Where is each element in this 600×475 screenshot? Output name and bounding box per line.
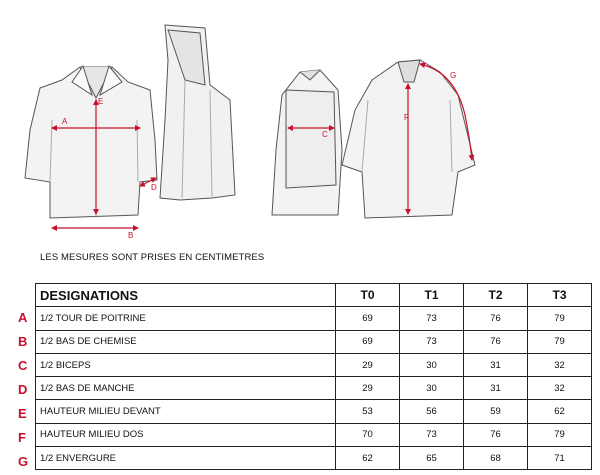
header-size-t2: T2 xyxy=(464,284,528,307)
table-row xyxy=(36,400,592,423)
cell-value: 73 xyxy=(400,423,464,446)
cell-value: 69 xyxy=(336,330,400,353)
cell-value: 62 xyxy=(336,447,400,470)
cell-value: 70 xyxy=(336,423,400,446)
shirt-front-view xyxy=(25,66,157,218)
row-letter: C xyxy=(18,358,28,373)
cell-value: 59 xyxy=(464,400,528,423)
cell-value: 29 xyxy=(336,353,400,376)
cell-value: 68 xyxy=(464,447,528,470)
cell-value: 30 xyxy=(400,377,464,400)
cell-value: 32 xyxy=(528,377,592,400)
row-label: HAUTEUR MILIEU DEVANT xyxy=(36,400,336,423)
cell-value: 76 xyxy=(464,330,528,353)
shirt-folded-view xyxy=(160,25,235,200)
table-row xyxy=(36,330,592,353)
row-letter: A xyxy=(18,310,28,325)
cell-value: 79 xyxy=(528,423,592,446)
cell-value: 71 xyxy=(528,447,592,470)
cell-value: 53 xyxy=(336,400,400,423)
measure-letter-e: E xyxy=(98,97,104,106)
units-note: LES MESURES SONT PRISES EN CENTIMETRES xyxy=(40,252,265,263)
cell-value: 73 xyxy=(400,307,464,330)
cell-value: 62 xyxy=(528,400,592,423)
table-row xyxy=(36,307,592,330)
row-label: 1/2 BAS DE MANCHE xyxy=(36,377,336,400)
table-row xyxy=(36,377,592,400)
size-chart-table xyxy=(35,283,592,470)
row-label: 1/2 BICEPS xyxy=(36,353,336,376)
cell-value: 65 xyxy=(400,447,464,470)
measure-letter-g: G xyxy=(450,71,457,80)
table-row xyxy=(36,423,592,446)
row-label: 1/2 TOUR DE POITRINE xyxy=(36,307,336,330)
row-label: HAUTEUR MILIEU DOS xyxy=(36,423,336,446)
shirt-side-view xyxy=(272,70,342,215)
cell-value: 31 xyxy=(464,353,528,376)
cell-value: 79 xyxy=(528,307,592,330)
cell-value: 30 xyxy=(400,353,464,376)
cell-value: 29 xyxy=(336,377,400,400)
cell-value: 31 xyxy=(464,377,528,400)
row-label: 1/2 BAS DE CHEMISE xyxy=(36,330,336,353)
measure-letter-d: D xyxy=(151,183,157,192)
row-letter: B xyxy=(18,334,28,349)
row-letter: E xyxy=(18,406,27,421)
cell-value: 79 xyxy=(528,330,592,353)
measure-letter-b: B xyxy=(128,231,134,240)
row-letter: F xyxy=(18,430,26,445)
cell-value: 56 xyxy=(400,400,464,423)
measure-letter-c: C xyxy=(322,130,328,139)
row-letter-column xyxy=(18,306,32,474)
cell-value: 76 xyxy=(464,423,528,446)
row-letter: G xyxy=(18,454,29,469)
row-letter: D xyxy=(18,382,28,397)
header-size-t1: T1 xyxy=(400,284,464,307)
row-label: 1/2 ENVERGURE xyxy=(36,447,336,470)
table-row xyxy=(36,447,592,470)
header-size-t3: T3 xyxy=(528,284,592,307)
table-header-row xyxy=(36,284,592,307)
cell-value: 69 xyxy=(336,307,400,330)
header-size-t0: T0 xyxy=(336,284,400,307)
cell-value: 32 xyxy=(528,353,592,376)
header-designations: DESIGNATIONS xyxy=(36,284,336,307)
measure-letter-f: F xyxy=(404,113,409,122)
cell-value: 73 xyxy=(400,330,464,353)
table-row xyxy=(36,353,592,376)
cell-value: 76 xyxy=(464,307,528,330)
measure-letter-a: A xyxy=(62,117,68,126)
